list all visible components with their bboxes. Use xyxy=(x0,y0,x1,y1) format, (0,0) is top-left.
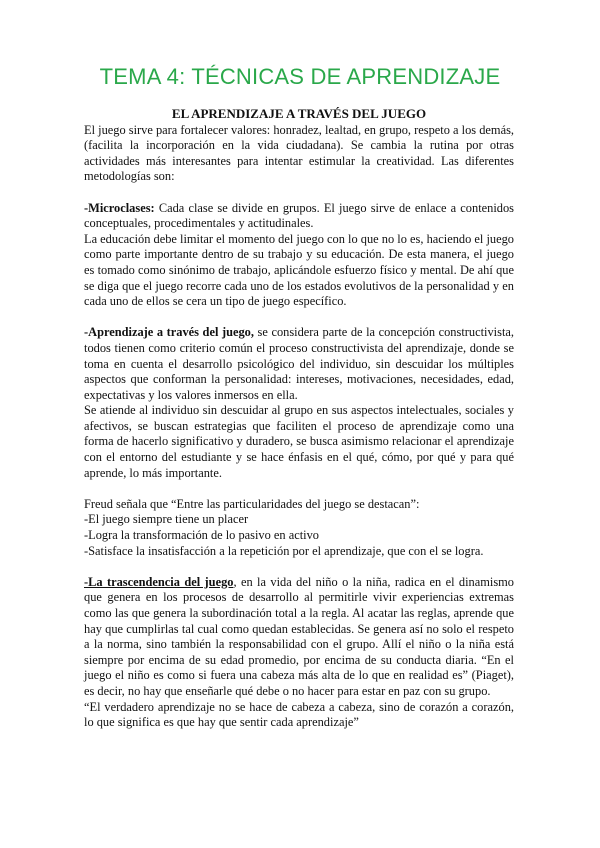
trascendencia-paragraph xyxy=(84,575,514,700)
freud-intro: Freud señala que “Entre las particularidades del juego se destacan”: xyxy=(84,496,420,511)
microclases-text: Cada clase se divide en grupos. El juego sirve de enlace a contenidos conceptuales, procedimentales y actitudinales. xyxy=(84,200,514,231)
aprendizaje-paragraph xyxy=(84,325,514,403)
spacer xyxy=(84,185,514,201)
intro-paragraph: El juego sirve para fortalecer valores: honradez, lealtad, en grupo, respeto a los demás, (facilita la incorporación en la vida ciudadana). Se cambia la rutina por otras actividades más interesantes para intentar estimular la creatividad. Las diferentes metodologías son: xyxy=(84,122,514,184)
freud-list xyxy=(84,497,514,559)
microclases-lead: -Microclases: xyxy=(84,200,155,215)
spacer xyxy=(84,481,514,497)
page-title: TEMA 4: TÉCNICAS DE APRENDIZAJE xyxy=(99,64,501,89)
microclases-paragraph-2: La educación debe limitar el momento del juego con lo que no lo es, haciendo el juego como parte importante dentro de su trabajo y su educación. De esta manera, el juego es tomado como sinónimo de trabajo, aplicándole esfuerzo físico y mental. De ahí que se diga que el juego recorre cada uno de los estados evolutivos de la personalidad y en cada uno de ellos se cera un tipo de juego específico. xyxy=(84,231,514,309)
spacer xyxy=(84,559,514,575)
list-item: -Satisface la insatisfacción a la repetición por el aprendizaje, que con el se logra. xyxy=(84,543,484,558)
quote-paragraph: “El verdadero aprendizaje no se hace de cabeza a cabeza, sino de corazón a corazón, lo que significa es que hay que sentir cada aprendizaje” xyxy=(84,699,514,730)
list-item: -Logra la transformación de lo pasivo en activo xyxy=(84,528,319,543)
document-body xyxy=(84,106,514,731)
aprendizaje-paragraph-2: Se atiende al individuo sin descuidar al grupo en sus aspectos intelectuales, sociales y afectivos, se buscan estrategias que faciliten el proceso de aprendizaje como una forma de hacerlo significativo y duradero, se busca asimismo relacionar el aprendizaje con el entorno del estudiante y se hace énfasis en el qué, cómo, por qué y para qué aprende, lo más importante. xyxy=(84,403,514,480)
microclases-paragraph xyxy=(84,201,514,232)
section-subtitle: EL APRENDIZAJE A TRAVÉS DEL JUEGO xyxy=(171,106,427,121)
aprendizaje-lead: -Aprendizaje a través del juego, xyxy=(84,325,254,340)
list-item: -El juego siempre tiene un placer xyxy=(84,512,249,527)
aprendizaje-text: se considera parte de la concepción constructivista, todos tienen como criterio común el proceso constructivista del aprendizaje, donde se toma en cuenta el desarrollo psicológico del individuo, sin descuidar los múltiples aspectos que conforman la personalidad: intereses, motivaciones, necesidades, edad, expectativas y los valores inmersos en ella. xyxy=(84,325,514,402)
trascendencia-lead: -La trascendencia del juego xyxy=(84,574,234,589)
spacer xyxy=(84,310,514,326)
trascendencia-text: , en la vida del niño o la niña, radica en el dinamismo que genera en los procesos de desarrollo al permitirle vivir experiencias extremas como las que genera la subordinación total a la regla. Al acatar las reglas, aprende que hay que cumplirlas tal cual como quedan establecidas. Se genera así no solo el respeto a la norma, sino también la responsabilidad con el grupo. Allí el niño o la niña está siempre por encima de su edad promedio, por encima de su conducta diaria. “En el juego el niño es como si fuera una cabeza más alta de lo que en realidad es” (Piaget), es decir, no hay que enseñarle qué debe o no hacer para estar en paz con su grupo. xyxy=(84,574,514,698)
